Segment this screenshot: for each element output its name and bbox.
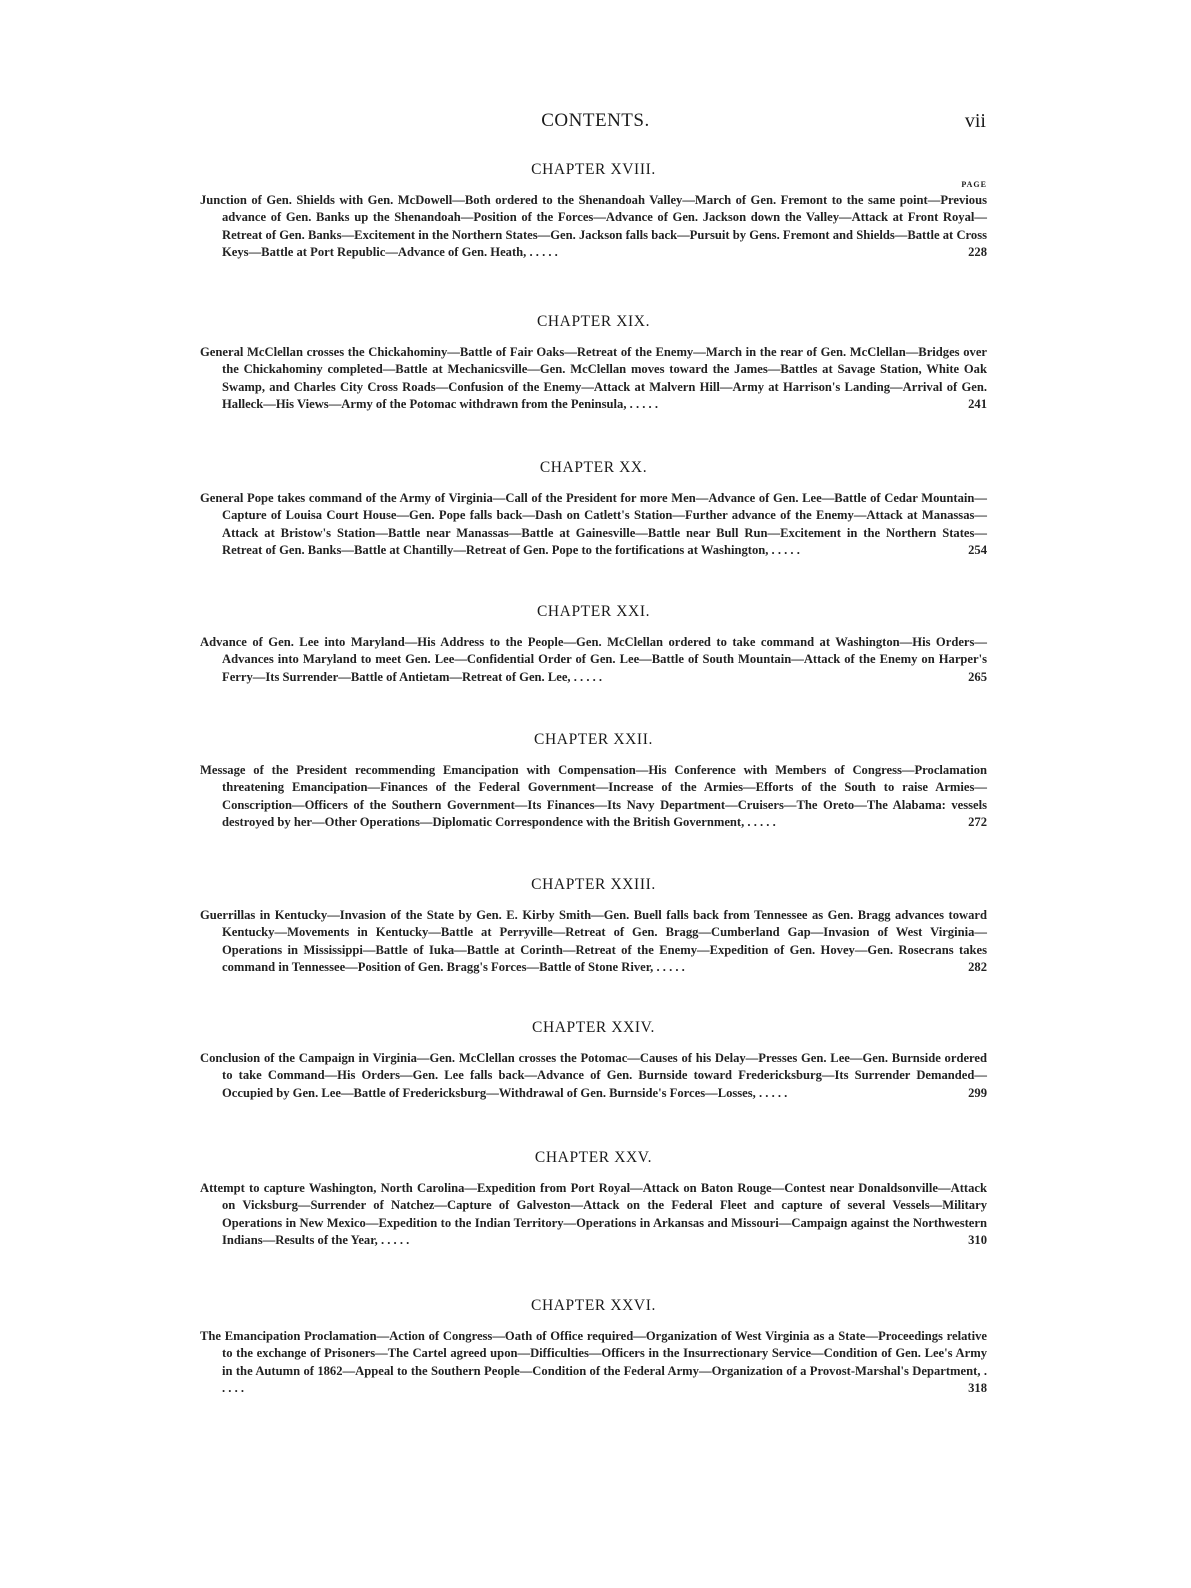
page-reference: 241 (968, 397, 987, 412)
dot-leader: . . . . . (755, 1085, 788, 1100)
chapter-summary (200, 762, 987, 832)
chapter-entry (200, 1296, 987, 1398)
page-reference: 318 (968, 1381, 987, 1396)
summary-text: Advance of Gen. Lee into Maryland—His Address to the People—Gen. McClellan ordered to take command at Washington—His Orders—Advances into Maryland to meet Gen. Lee—Confidential Order of Gen. Lee—Battle of South Mountain—Attack of the Enemy on Harper's Ferry—Its Surrender—Battle of Antietam—Retreat of Gen. Lee, (200, 635, 987, 684)
chapter-entry (200, 160, 987, 262)
chapter-heading: CHAPTER XXIV. (532, 1019, 655, 1036)
page-reference: 228 (968, 245, 987, 260)
page-reference: 254 (968, 543, 987, 558)
chapter-summary (200, 490, 987, 560)
page-reference: 310 (968, 1233, 987, 1248)
page-reference: 282 (968, 960, 987, 975)
chapter-summary (200, 1180, 987, 1250)
summary-text: General Pope takes command of the Army of Virginia—Call of the President for more Men—Advance of Gen. Lee—Battle of Cedar Mountain—Capture of Louisa Court House—Gen. Pope falls back—Dash on Catlett's Station—Further advance of the Enemy—Attack at Manassas—Attack at Bristow's Station—Battle near Manassas—Battle at Gainesville—Battle near Bull Run—Excitement in the Northern States—Retreat of Gen. Banks—Battle at Chantilly—Retreat of Gen. Pope to the fortifications at Washington, (200, 491, 987, 558)
chapter-summary (200, 634, 987, 686)
page-column-label: PAGE (961, 180, 987, 189)
chapter-heading: CHAPTER XIX. (536, 313, 651, 330)
page-reference: 272 (968, 815, 987, 830)
summary-text: Attempt to capture Washington, North Carolina—Expedition from Port Royal—Attack on Baton Rouge—Contest near Donaldsonville—Attack on Vicksburg—Surrender of Natchez—Capture of Galveston—Attack on the Federal Fleet and capture of several Vessels—Military Operations in New Mexico—Expedition to the Indian Territory—Operations in Arkansas and Missouri—Campaign against the Northwestern Indians—Results of the Year, (200, 1181, 987, 1248)
dot-leader: . . . . . (222, 1363, 987, 1396)
chapter-entry (200, 458, 987, 560)
chapter-heading: CHAPTER XXV. (534, 1149, 653, 1166)
chapter-entry (200, 1018, 987, 1102)
chapter-entry (200, 730, 987, 832)
dot-leader: . . . . . (653, 960, 685, 975)
chapter-entry (200, 875, 987, 977)
page-number: vii (964, 110, 986, 132)
chapter-summary (200, 192, 987, 262)
chapter-entry (200, 312, 987, 414)
page-reference: 265 (968, 669, 987, 684)
chapter-heading: CHAPTER XXI. (536, 603, 651, 620)
running-head (0, 110, 1191, 140)
dot-leader: . . . . . (744, 815, 776, 830)
page-reference: 299 (968, 1085, 987, 1100)
summary-text: General McClellan crosses the Chickahominy—Battle of Fair Oaks—Retreat of the Enemy—March in the rear of Gen. McClellan—Bridges over the Chickahominy completed—Battle at Mechanicsville—Gen. McClellan moves toward the James—Battles at Savage Station, White Oak Swamp, and Charles City Cross Roads—Confusion of the Enemy—Attack at Malvern Hill—Army at Harrison's Landing—Arrival of Gen. Halleck—His Views—Army of the Potomac withdrawn from the Peninsula, (200, 345, 987, 412)
chapter-heading: CHAPTER XX. (539, 459, 648, 476)
chapter-heading: CHAPTER XXII. (534, 731, 653, 748)
chapter-summary (200, 1050, 987, 1102)
dot-leader: . . . . . (626, 397, 658, 412)
dot-leader: . . . . . (570, 669, 603, 684)
chapter-summary (200, 344, 987, 414)
dot-leader: . . . . . (377, 1233, 410, 1248)
chapter-summary (200, 907, 987, 977)
summary-text: Message of the President recommending Emancipation with Compensation—His Conference with Members of Congress—Proclamation threatening Emancipation—Finances of the Federal Government—Increase of the Armies—Efforts of the South to raise Armies—Conscription—Officers of the Southern Government—Its Finances—Its Navy Department—Cruisers—The Oreto—The Alabama: vessels destroyed by her—Other Operations—Diplomatic Correspondence with the British Government, (200, 763, 987, 830)
dot-leader: . . . . . (768, 543, 800, 558)
chapter-heading: CHAPTER XXVI. (531, 1297, 656, 1314)
chapter-heading: CHAPTER XXIII. (531, 876, 656, 893)
summary-text: Junction of Gen. Shields with Gen. McDowell—Both ordered to the Shenandoah Valley—March of Gen. Fremont to the same point—Previous advance of Gen. Banks up the Shenandoah—Position of the Forces—Advance of Gen. Jackson down the Valley—Attack at Front Royal—Retreat of Gen. Banks—Excitement in the Northern States—Gen. Jackson falls back—Pursuit by Gens. Fremont and Shields—Battle at Cross Keys—Battle at Port Republic—Advance of Gen. Heath, (200, 193, 987, 260)
summary-text: Guerrillas in Kentucky—Invasion of the State by Gen. E. Kirby Smith—Gen. Buell falls back from Tennessee as Gen. Bragg advances toward Kentucky—Movements in Kentucky—Battle at Perryville—Retreat of Gen. Bragg—Cumberland Gap—Invasion of West Virginia—Operations in Mississippi—Battle of Iuka—Battle at Corinth—Retreat of the Enemy—Expedition of Gen. Hovey—Gen. Rosecrans takes command in Tennessee—Position of Gen. Bragg's Forces—Battle of Stone River, (200, 908, 987, 975)
dot-leader: . . . . . (526, 245, 558, 260)
chapter-summary (200, 1328, 987, 1398)
summary-text: Conclusion of the Campaign in Virginia—Gen. McClellan crosses the Potomac—Causes of his Delay—Presses Gen. Lee—Gen. Burnside ordered to take Command—His Orders—Gen. Lee falls back—Advance of Gen. Burnside toward Fredericksburg—Its Surrender Demanded—Occupied by Gen. Lee—Battle of Fredericksburg—Withdrawal of Gen. Burnside's Forces—Losses, (200, 1051, 987, 1100)
chapter-entry (200, 1148, 987, 1250)
summary-text: The Emancipation Proclamation—Action of Congress—Oath of Office required—Organization of West Virginia as a State—Proceedings relative to the exchange of Prisoners—The Cartel agreed upon—Difficulties—Officers in the Insurrectionary Service—Condition of Gen. Lee's Army in the Autumn of 1862—Appeal to the Southern People—Condition of the Federal Army—Organization of a Provost-Marshal's Department, (200, 1329, 987, 1378)
chapter-heading: CHAPTER XVIII. (531, 161, 656, 178)
chapter-entry (200, 602, 987, 686)
running-title: CONTENTS. (541, 110, 650, 131)
